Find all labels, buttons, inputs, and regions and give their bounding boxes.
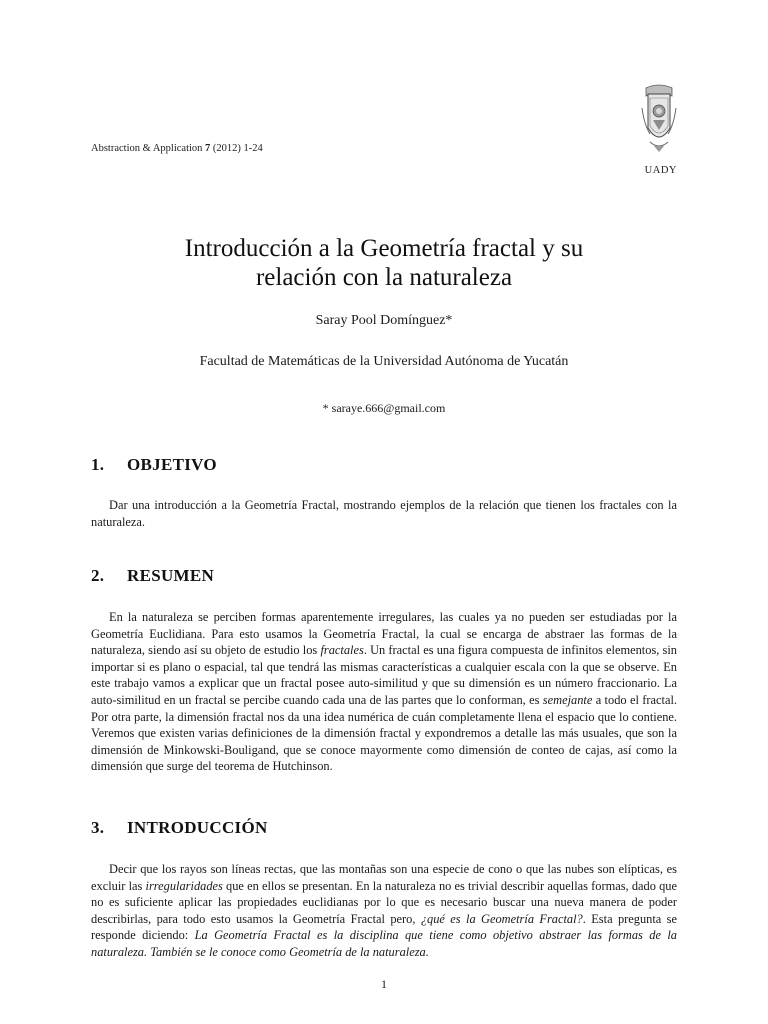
journal-volume: 7 [205,143,211,154]
introduccion-paragraph [91,861,677,961]
resumen-text-b: . Un fractal es una figura compuesta de infinitos elementos, sin importar si es plano o espacial, tal que tendrá las mismas características a cualquier escala con la que se observe. En este trabajo vamos a explicar que un fractal posee auto-similitud y que su dimensión es un número fraccionario. La auto-similitud en un fractal se percibe cuando cada una de las partes que lo conforman, es [91,643,677,707]
section-heading-introduccion [91,818,268,838]
journal-name: Abstraction & Application [91,143,203,154]
author-email: * saraye.666@gmail.com [322,401,446,415]
objetivo-paragraph: Dar una introducción a la Geometría Fractal, mostrando ejemplos de la relación que tienen los fractales con la naturaleza. [91,498,677,529]
section-number: 3. [91,818,105,837]
intro-text-b: que en ellos se presentan. En la naturaleza no es trivial describir aquellas formas, dado que no es suficiente aplicar las propiedades euclidianas por lo que es necesario buscar una nueva manera de poder describirlas, para todo esto usamos la Geometría Fractal pero, [91,878,677,926]
section-heading-objetivo [91,455,217,475]
resumen-paragraph [91,609,677,775]
resumen-text-c: a todo el fractal. Por otra parte, la dimensión fractal nos da una idea numérica de cuán completamente llena el espacio que lo contiene. Veremos que existen varias definiciones de la dimensión fractal y expondremos a detalle las más usuales, que son la dimensión de Minkowski-Bouligand, que se conoce mayormente como dimensión de conteo de cajas, así como la dimensión que surge del teorema de Hutchinson. [91,692,677,774]
section-title: INTRODUCCIÓN [127,818,268,837]
section-title: RESUMEN [127,566,215,585]
intro-text-a: Decir que los rayos son líneas rectas, que las montañas son una especie de cono o que las nubes son elípticas, es excluir las [91,862,677,893]
intro-text-c: . Esta pregunta se responde diciendo: [91,911,677,943]
title-line-1: Introducción a la Geometría fractal y su [184,235,584,262]
author-affiliation: Facultad de Matemáticas de la Universidad Autónoma de Yucatán [199,354,569,369]
university-seal-icon [640,84,678,154]
resumen-text-a: En la naturaleza se perciben formas aparentemente irregulares, las cuales ya no pueden ser estudiadas por la Geometría Euclidiana. Para esto usamos la Geometría Fractal, la cual se encarga de abstraer las formas de la naturaleza, siendo así su objeto de estudio los [91,610,677,658]
intro-italic-irregularidades: irregularidades [145,878,223,893]
intro-italic-question: ¿qué es la Geometría Fractal? [420,911,583,926]
intro-italic-definition: La Geometría Fractal es la disciplina que tiene como objetivo abstraer las formas de la naturaleza. También se le conoce como Geometría de la naturaleza. [91,928,677,959]
resumen-italic-semejante: semejante [542,692,593,707]
paper-title [91,234,677,292]
author-name: Saray Pool Domínguez* [315,313,453,328]
section-heading-resumen [91,566,214,586]
section-number: 1. [91,455,105,474]
journal-citation [91,143,263,154]
institution-name: UADY [644,165,677,176]
title-line-2: relación con la naturaleza [255,264,513,291]
resumen-italic-fractales: fractales [320,643,364,658]
section-number: 2. [91,566,105,585]
journal-year-pages: (2012) 1-24 [212,143,263,154]
section-title: OBJETIVO [127,455,217,474]
page-number: 1 [381,977,387,991]
